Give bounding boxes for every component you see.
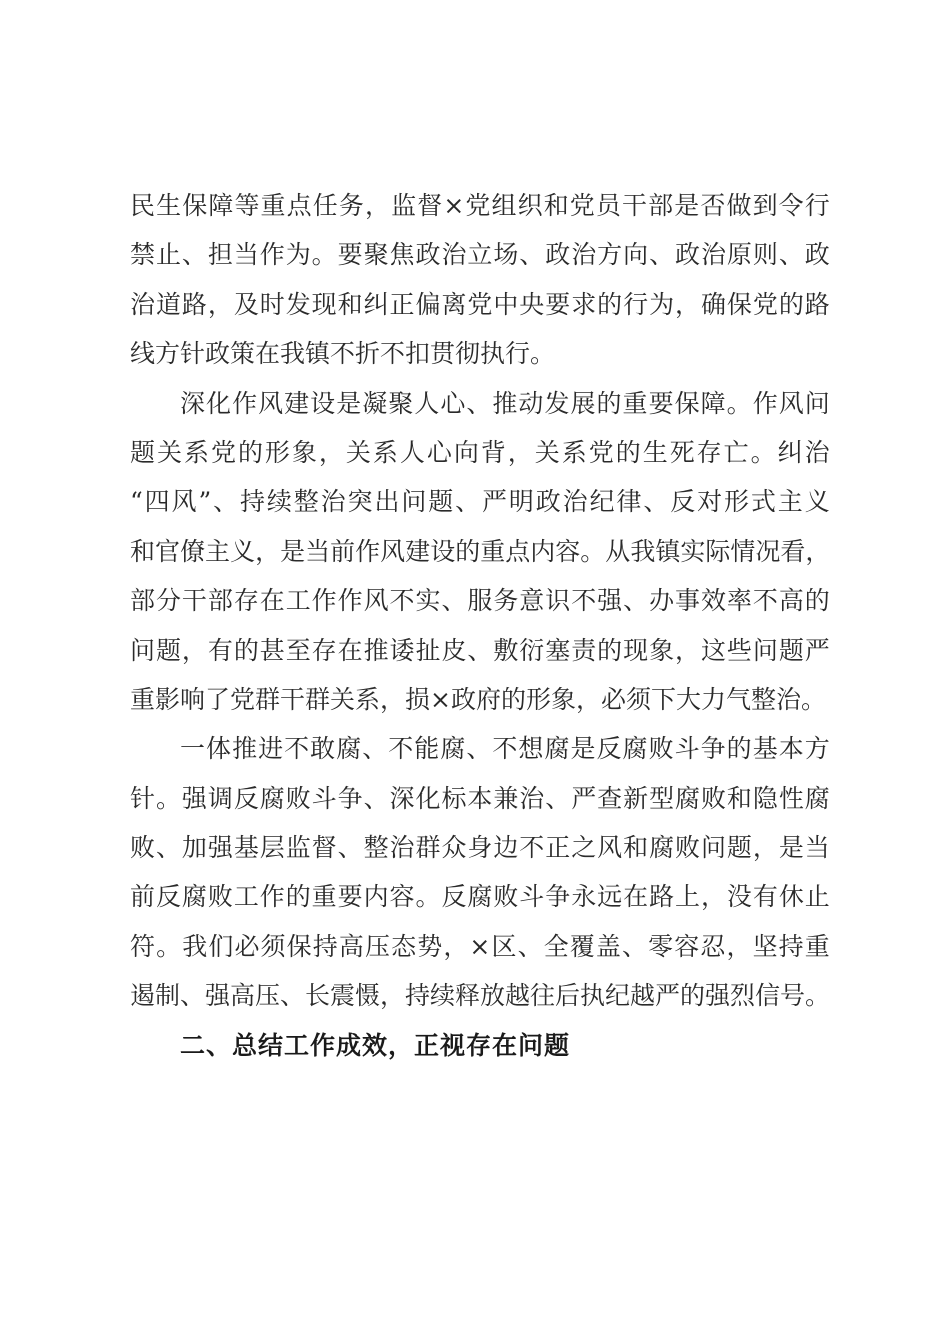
document-body <box>130 181 830 1070</box>
text-line: 禁 止 、 担 当 作 为 。 要 聚 焦 政 治 立 场 、 政 治 方 向 、 政 治 原 则 、 政 <box>130 240 830 270</box>
text-line: 治 道 路 ， 及 时 发 现 和 纠 正 偏 离 党 中 央 要 求 的 行 为 ， 确 保 党 的 路 <box>130 289 830 319</box>
text-line: 问 题 ， 有 的 甚 至 存 在 推 诿 扯 皮 、 敷 衍 塞 责 的 现 象 ， 这 些 问 题 严 <box>130 635 830 665</box>
text-line: 民 生 保 障 等 重 点 任 务 ， 监 督 × 党 组 织 和 党 员 干 部 是 否 做 到 令 行 <box>130 191 830 220</box>
text-line: 遏制、强高压、长震慑，持续释放越往后执纪越严的强烈信号。 <box>130 981 831 1011</box>
text-line: 一 体 推 进 不 敢 腐 、 不 能 腐 、 不 想 腐 是 反 腐 败 斗 争 的 基 本 方 <box>180 734 830 764</box>
text-line: 重影响了党群干群关系，损×政府的形象，必须下大力气整治。 <box>130 684 826 714</box>
text-line: 和 官 僚 主 义 ， 是 当 前 作 风 建 设 的 重 点 内 容 。 从 我 镇 实 际 情 况 看 ， <box>130 536 831 566</box>
text-line: 线方针政策在我镇不折不扣贯彻执行。 <box>130 339 556 369</box>
text-line: 符 。 我 们 必 须 保 持 高 压 态 势 ， × 区 、 全 覆 盖 、 零 容 忍 ， 坚 持 重 <box>130 931 830 961</box>
text-line: 前 反 腐 败 工 作 的 重 要 内 容 。 反 腐 败 斗 争 永 远 在 路 上 ， 没 有 休 止 <box>130 882 830 912</box>
section-heading: 二、总结工作成效，正视存在问题 <box>180 1030 571 1060</box>
text-line: 败 、 加 强 基 层 监 督 、 整 治 群 众 身 边 不 正 之 风 和 腐 败 问 题 ， 是 当 <box>130 833 830 863</box>
text-line: 部 分 干 部 存 在 工 作 作 风 不 实 、 服 务 意 识 不 强 、 办 事 效 率 不 高 的 <box>130 586 830 616</box>
text-line: 深 化 作 风 建 设 是 凝 聚 人 心 、 推 动 发 展 的 重 要 保 障 。 作 风 问 <box>180 388 830 418</box>
text-line: 针 。 强 调 反 腐 败 斗 争 、 深 化 标 本 兼 治 、 严 查 新 型 腐 败 和 隐 性 腐 <box>130 783 830 813</box>
text-line: “ 四 风 ” 、 持 续 整 治 突 出 问 题 、 严 明 政 治 纪 律 、 反 对 形 式 主 义 <box>130 487 830 517</box>
text-line: 题 关 系 党 的 形 象 ， 关 系 人 心 向 背 ， 关 系 党 的 生 死 存 亡 。 纠 治 <box>130 437 830 467</box>
